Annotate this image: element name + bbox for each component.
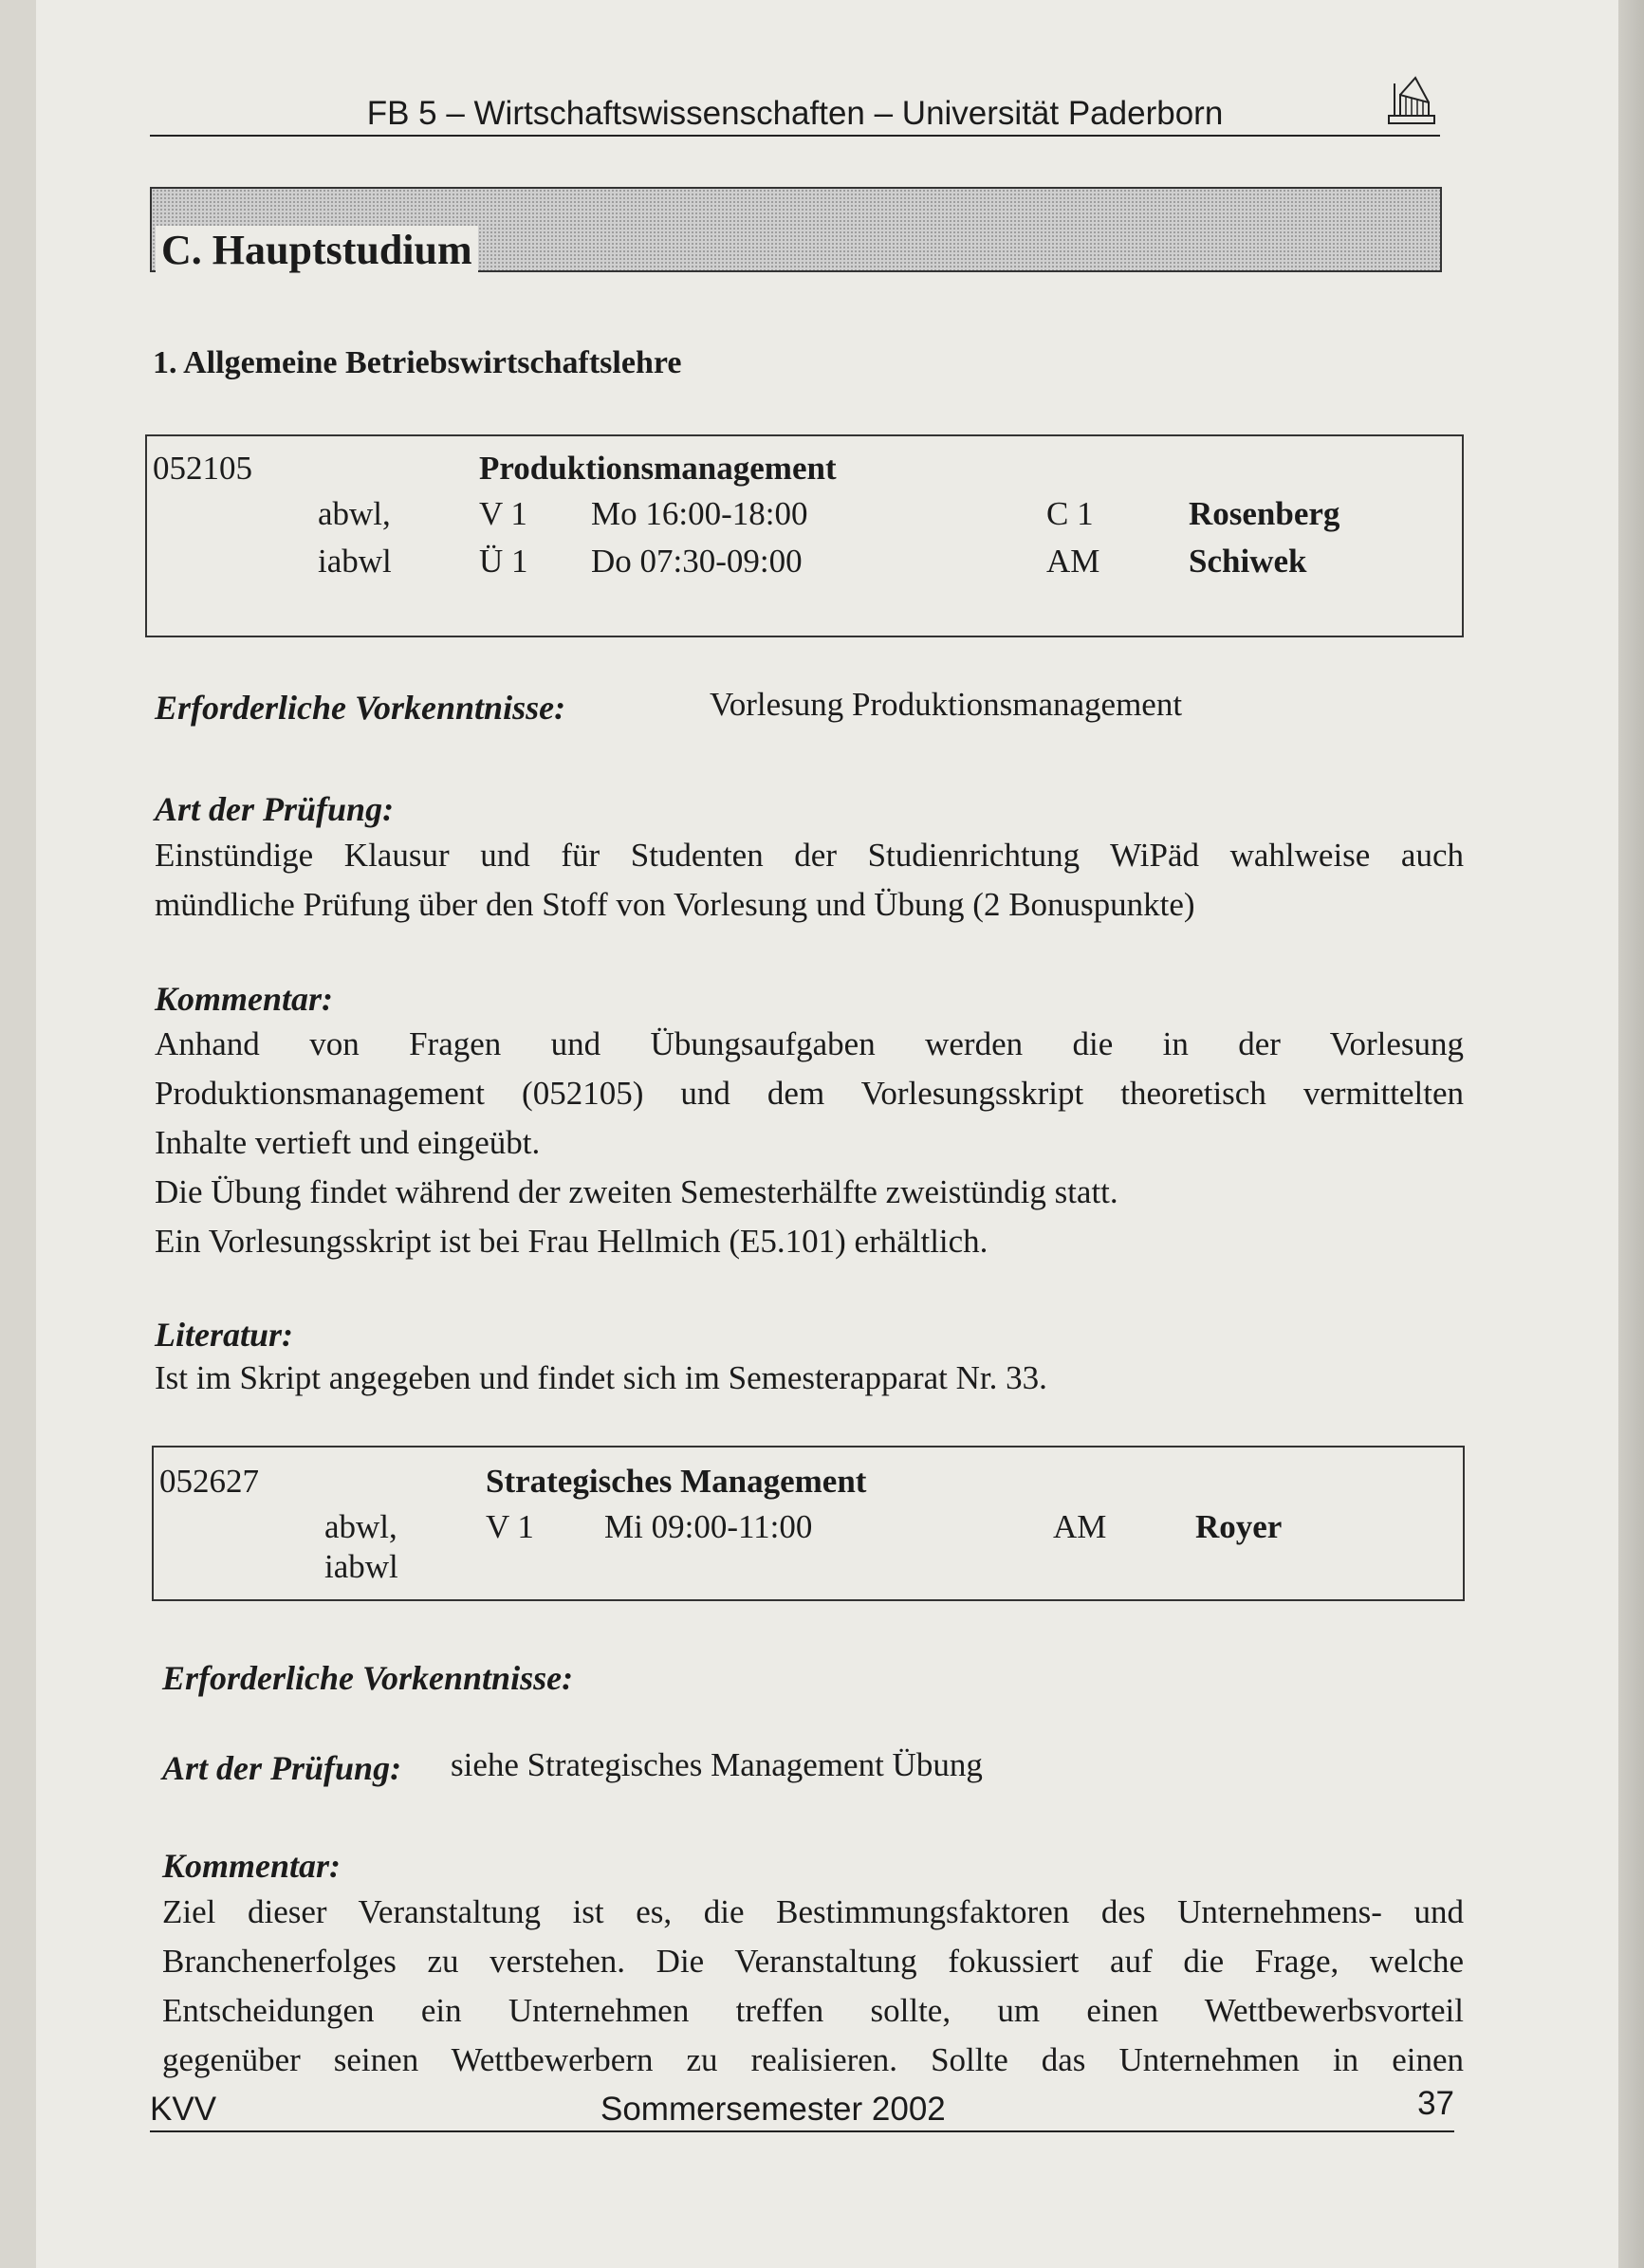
literature-text: Ist im Skript angegeben und findet sich im Semesterapparat Nr. 33. (155, 1359, 1047, 1396)
comment-line: Ziel dieser Veranstaltung ist es, die Bestimmungsfaktoren des Unternehmens- und (162, 1893, 1464, 1930)
course-room: C 1 (1046, 495, 1094, 532)
section-title: C. Hauptstudium (156, 226, 478, 276)
footer-label: KVV (150, 2091, 217, 2128)
course-title: Produktionsmanagement (479, 450, 837, 487)
prerequisites-value: Vorlesung Produktionsmanagement (710, 686, 1183, 723)
exam-label: Art der Prüfung: (162, 1749, 402, 1787)
header-title: FB 5 – Wirtschaftswissenschaften – Universität Paderborn (366, 95, 1224, 132)
course-box-052627 (152, 1446, 1465, 1601)
comment-line: Entscheidungen ein Unternehmen treffen sollte, um einen Wettbewerbsvorteil (162, 1992, 1464, 2029)
course-number: 052105 (153, 450, 252, 487)
course-program: iabwl (324, 1548, 398, 1585)
page-header (150, 95, 1440, 137)
exam-value: siehe Strategisches Management Übung (451, 1746, 983, 1783)
course-type: Ü 1 (479, 543, 528, 580)
course-title: Strategisches Management (486, 1463, 867, 1500)
course-room: AM (1053, 1508, 1107, 1545)
exam-text (155, 831, 1464, 930)
comment-line: Ein Vorlesungsskript ist bei Frau Hellmich (E5.101) erhältlich. (155, 1223, 988, 1260)
course-box-052105 (145, 434, 1464, 637)
section-banner (150, 187, 1442, 272)
course-lecturer: Royer (1195, 1508, 1283, 1545)
course-lecturer: Schiwek (1189, 543, 1307, 580)
page-footer (150, 2085, 1454, 2132)
comment-label: Kommentar: (155, 980, 334, 1018)
prerequisites-label: Erforderliche Vorkenntnisse: (155, 689, 566, 727)
course-time: Mi 09:00-11:00 (604, 1508, 813, 1545)
course-program: abwl, (318, 495, 391, 532)
literature-label: Literatur: (155, 1316, 294, 1354)
course-type: V 1 (479, 495, 527, 532)
exam-label: Art der Prüfung: (155, 790, 395, 828)
comment-line: Die Übung findet während der zweiten Semesterhälfte zweistündig statt. (155, 1173, 1118, 1210)
subsection-title: 1. Allgemeine Betriebswirtschaftslehre (153, 345, 682, 380)
course-number: 052627 (159, 1463, 259, 1500)
page-number: 37 (1417, 2085, 1454, 2122)
course-time: Mo 16:00-18:00 (591, 495, 808, 532)
document-page (36, 0, 1618, 2268)
comment-line: Inhalte vertieft und eingeübt. (155, 1124, 541, 1161)
comment-label: Kommentar: (162, 1847, 342, 1885)
course-program: iabwl (318, 543, 392, 580)
comment-line: gegenüber seinen Wettbewerbern zu realisieren. Sollte das Unternehmen in einen (162, 2041, 1464, 2078)
footer-semester: Sommersemester 2002 (600, 2091, 946, 2128)
exam-line: Einstündige Klausur und für Studenten der Studienrichtung WiPäd wahlweise auch (155, 837, 1464, 874)
exam-line: mündliche Prüfung über den Stoff von Vorlesung und Übung (2 Bonuspunkte) (155, 886, 1195, 923)
course-program: abwl, (324, 1508, 397, 1545)
comment-text (162, 1888, 1464, 2085)
course-type: V 1 (486, 1508, 534, 1545)
course-lecturer: Rosenberg (1189, 495, 1340, 532)
prerequisites-label: Erforderliche Vorkenntnisse: (162, 1659, 574, 1697)
university-logo-icon (1387, 74, 1436, 127)
course-room: AM (1046, 543, 1100, 580)
comment-text (155, 1020, 1464, 1266)
course-time: Do 07:30-09:00 (591, 543, 803, 580)
comment-line: Produktionsmanagement (052105) und dem Vorlesungsskript theoretisch vermittelten (155, 1075, 1464, 1112)
comment-line: Branchenerfolges zu verstehen. Die Veranstaltung fokussiert auf die Frage, welche (162, 1943, 1464, 1980)
comment-line: Anhand von Fragen und Übungsaufgaben werden die in der Vorlesung (155, 1025, 1464, 1062)
